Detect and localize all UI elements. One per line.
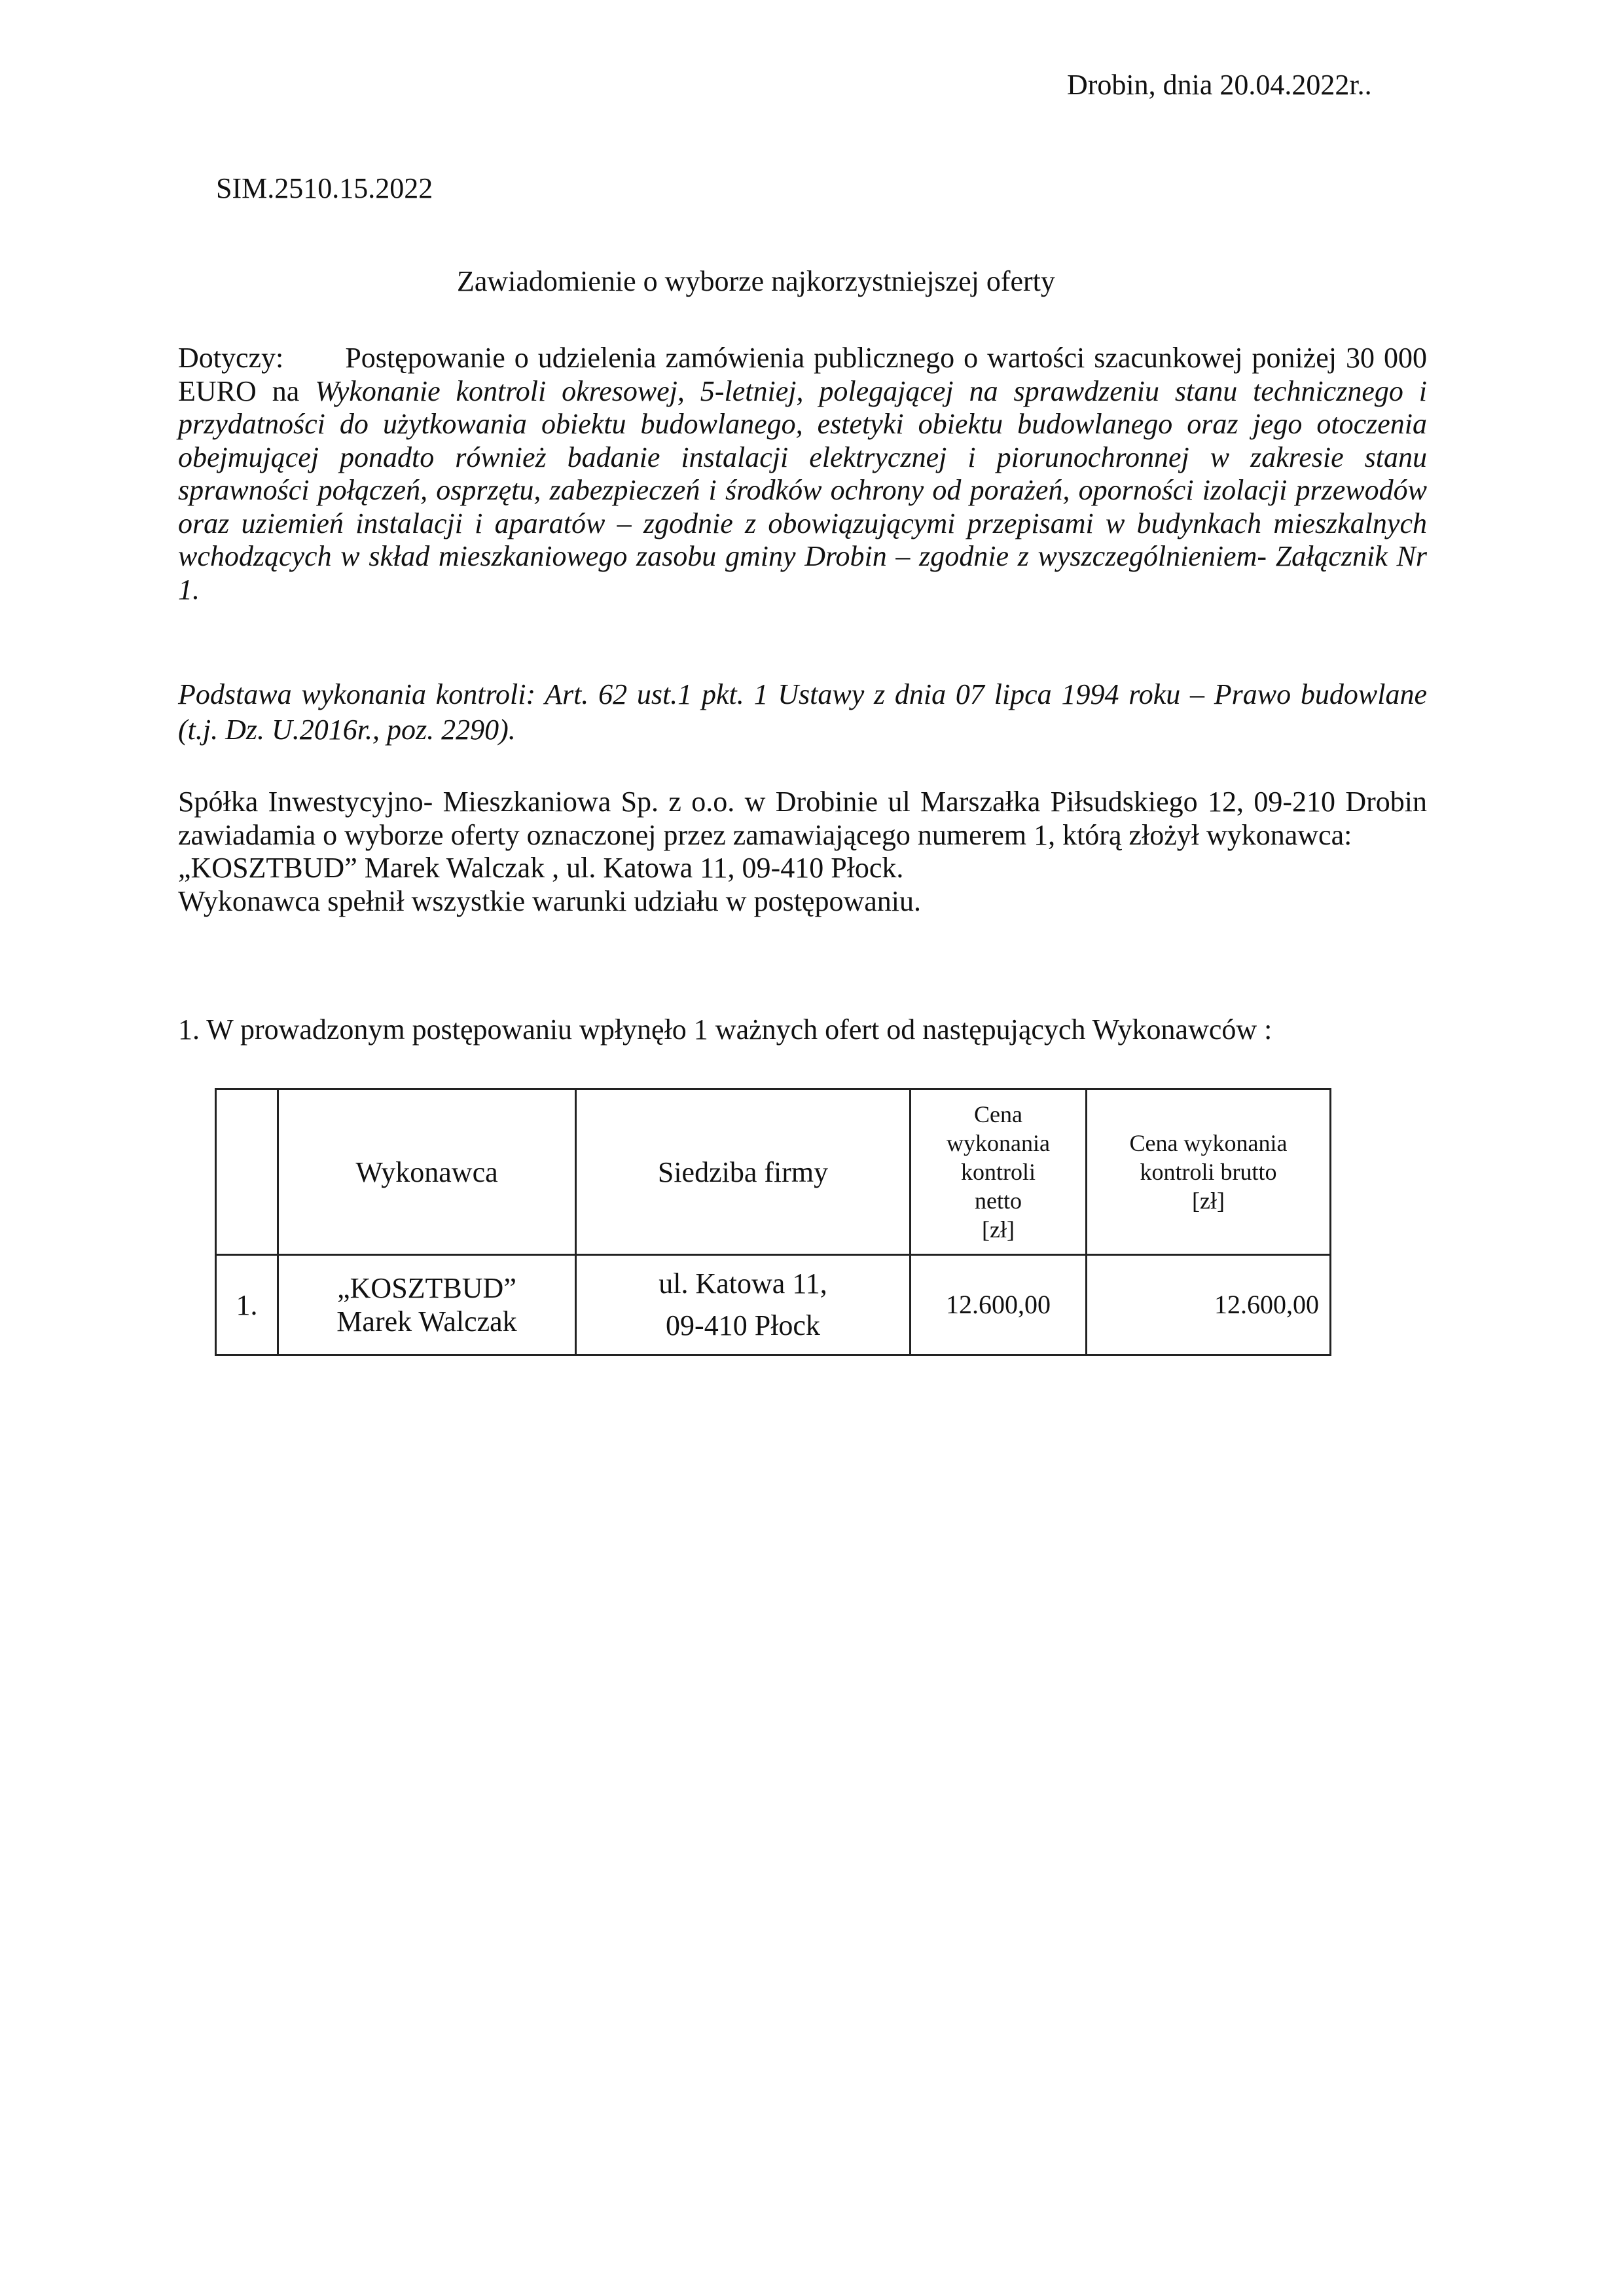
header-contractor: Wykonawca: [278, 1089, 576, 1255]
header-gross-line-1: Cena wykonania: [1129, 1130, 1288, 1156]
conditions-statement: Wykonawca spełnił wszystkie warunki udziału w postępowaniu.: [178, 884, 921, 917]
header-net-line-3: kontroli: [961, 1159, 1036, 1185]
header-net-price: [911, 1089, 1087, 1255]
row-gross-price: 12.600,00: [1087, 1255, 1331, 1355]
row-contractor-line-2: Marek Walczak: [336, 1305, 517, 1338]
subject-intro: Postępowanie o udzielenia zamówienia publicznego o wartości szacunkowej poniżej 30 000 EURO na: [178, 342, 1428, 407]
header-no: [216, 1089, 278, 1255]
reference-number: SIM.2510.15.2022: [216, 172, 433, 204]
place-date: Drobin, dnia 20.04.2022r..: [1067, 69, 1372, 101]
selected-contractor: „KOSZTBUD” Marek Walczak , ul. Katowa 11, 09-410 Płock.: [178, 852, 904, 884]
header-net-line-4: netto: [975, 1188, 1022, 1214]
legal-basis: Podstawa wykonania kontroli: Art. 62 ust.1 pkt. 1 Ustawy z dnia 07 lipca 1994 roku – Prawo budowlane (t.j. Dz. U.2016r., poz. 2290).: [178, 678, 1427, 746]
row-seat: [576, 1255, 911, 1355]
subject-paragraph: [178, 342, 1427, 606]
header-gross-line-2: kontroli brutto: [1140, 1159, 1277, 1185]
subject-label: Dotyczy:: [178, 342, 284, 374]
notice-section: [178, 786, 1427, 918]
header-net-line-2: wykonania: [947, 1130, 1050, 1156]
header-gross-line-3: [zł]: [1192, 1188, 1225, 1214]
subject-scope: Wykonanie kontroli okresowej, 5-letniej, polegającej na sprawdzeniu stanu technicznego i przydatności do użytkowania obiektu budowlanego, estetyki obiektu budowlanego oraz jego otoczenia obejmującej ponadto również badanie instalacji elektrycznej i piorunochronnej w zakresie stanu sprawności połączeń, osprzętu, zabezpieczeń i środków ochrony od porażeń, oporności izolacji przewodów oraz uziemień instalacji i aparatów – zgodnie z obowiązującymi przepisami w budynkach mieszkalnych wchodzących w skład mieszkaniowego zasobu gminy Drobin – zgodnie z wyszczególnieniem- Załącznik Nr 1.: [178, 374, 1428, 606]
table-row: [216, 1255, 1331, 1355]
row-seat-line-2: 09-410 Płock: [666, 1309, 820, 1341]
document-title: Zawiadomienie o wyborze najkorzystniejszej oferty: [457, 265, 1055, 297]
offers-table: [215, 1088, 1331, 1356]
row-contractor: [278, 1255, 576, 1355]
header-net-line-1: Cena: [974, 1101, 1022, 1127]
row-net-price: 12.600,00: [911, 1255, 1087, 1355]
row-seat-line-1: ul. Katowa 11,: [659, 1267, 827, 1300]
table-header-row: [216, 1089, 1331, 1255]
header-gross-price: [1087, 1089, 1331, 1255]
notice-paragraph: Spółka Inwestycyjno- Mieszkaniowa Sp. z o.o. w Drobinie ul Marszałka Piłsudskiego 12, 09-210 Drobin zawiadamia o wyborze oferty oznaczonej przez zamawiającego numerem 1, którą złożył wykonawca:: [178, 786, 1427, 851]
offers-count-statement: 1. W prowadzonym postępowaniu wpłynęło 1 ważnych ofert od następujących Wykonawców :: [178, 1013, 1272, 1046]
header-seat: Siedziba firmy: [576, 1089, 911, 1255]
row-no: 1.: [216, 1255, 278, 1355]
header-net-line-5: [zł]: [982, 1216, 1015, 1243]
row-contractor-line-1: „KOSZTBUD”: [337, 1272, 516, 1304]
